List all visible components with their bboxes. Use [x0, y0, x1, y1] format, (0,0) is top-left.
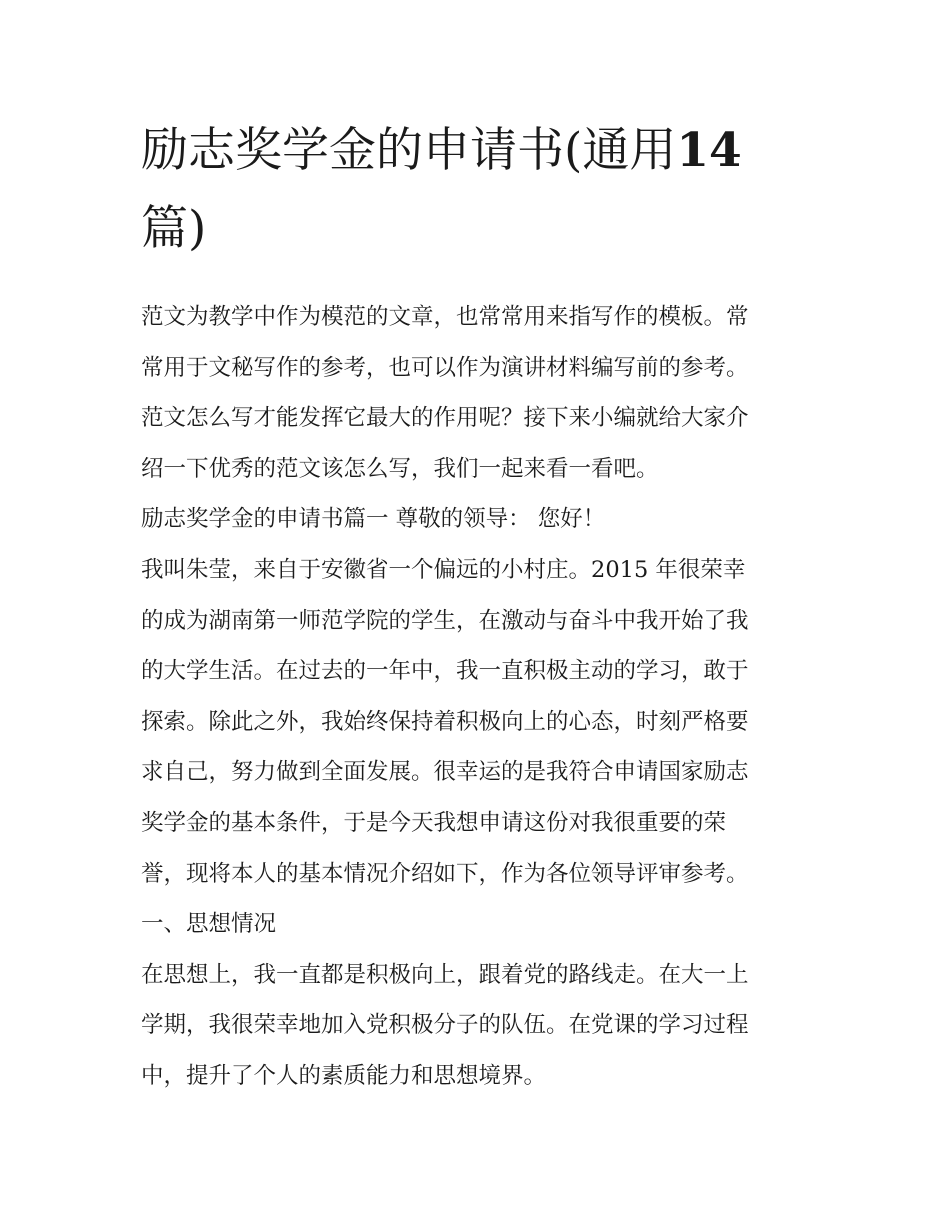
title-text: 励志奖学金的申请书(通用: [141, 123, 677, 178]
text-line: 求自己，努力做到全面发展。很幸运的是我符合申请国家励志: [141, 759, 749, 786]
text-line: 常用于文秘写作的参考，也可以作为演讲材料编写前的参考。: [141, 354, 749, 381]
text-line: 中，提升了个人的素质能力和思想境界。: [141, 1062, 547, 1089]
title-number: 14: [676, 123, 742, 178]
text-line: 在思想上，我一直都是积极向上，跟着党的路线走。在大一上: [141, 961, 749, 988]
document-title: [141, 112, 821, 268]
text-line: 奖学金的基本条件，于是今天我想申请这份对我很重要的荣: [141, 809, 727, 836]
text-line: 誉，现将本人的基本情况介绍如下，作为各位领导评审参考。: [141, 860, 749, 887]
title-text-continued: 篇): [141, 201, 207, 256]
document-content: [141, 112, 821, 1102]
text-line: 学期，我很荣幸地加入党积极分子的队伍。在党课的学习过程: [141, 1012, 749, 1039]
text-line: 我叫朱莹，来自于安徽省一个偏远的小村庄。2015 年很荣幸: [141, 556, 746, 583]
text-line: 的成为湖南第一师范学院的学生，在激动与奋斗中我开始了我: [141, 607, 749, 634]
text-line: 绍一下优秀的范文该怎么写，我们一起来看一看吧。: [141, 455, 659, 482]
document-body: [141, 292, 821, 1102]
subsection-heading: 一、思想情况: [141, 911, 277, 938]
section-heading-line: 励志奖学金的申请书篇一 尊敬的领导： 您好！: [141, 506, 606, 533]
text-line: 探索。除此之外，我始终保持着积极向上的心态，时刻严格要: [141, 708, 749, 735]
text-line: 范文为教学中作为模范的文章，也常常用来指写作的模板。常: [141, 304, 749, 330]
text-line: 的大学生活。在过去的一年中，我一直积极主动的学习，敢于: [141, 658, 749, 685]
text-line: 范文怎么写才能发挥它最大的作用呢？接下来小编就给大家介: [141, 405, 749, 432]
